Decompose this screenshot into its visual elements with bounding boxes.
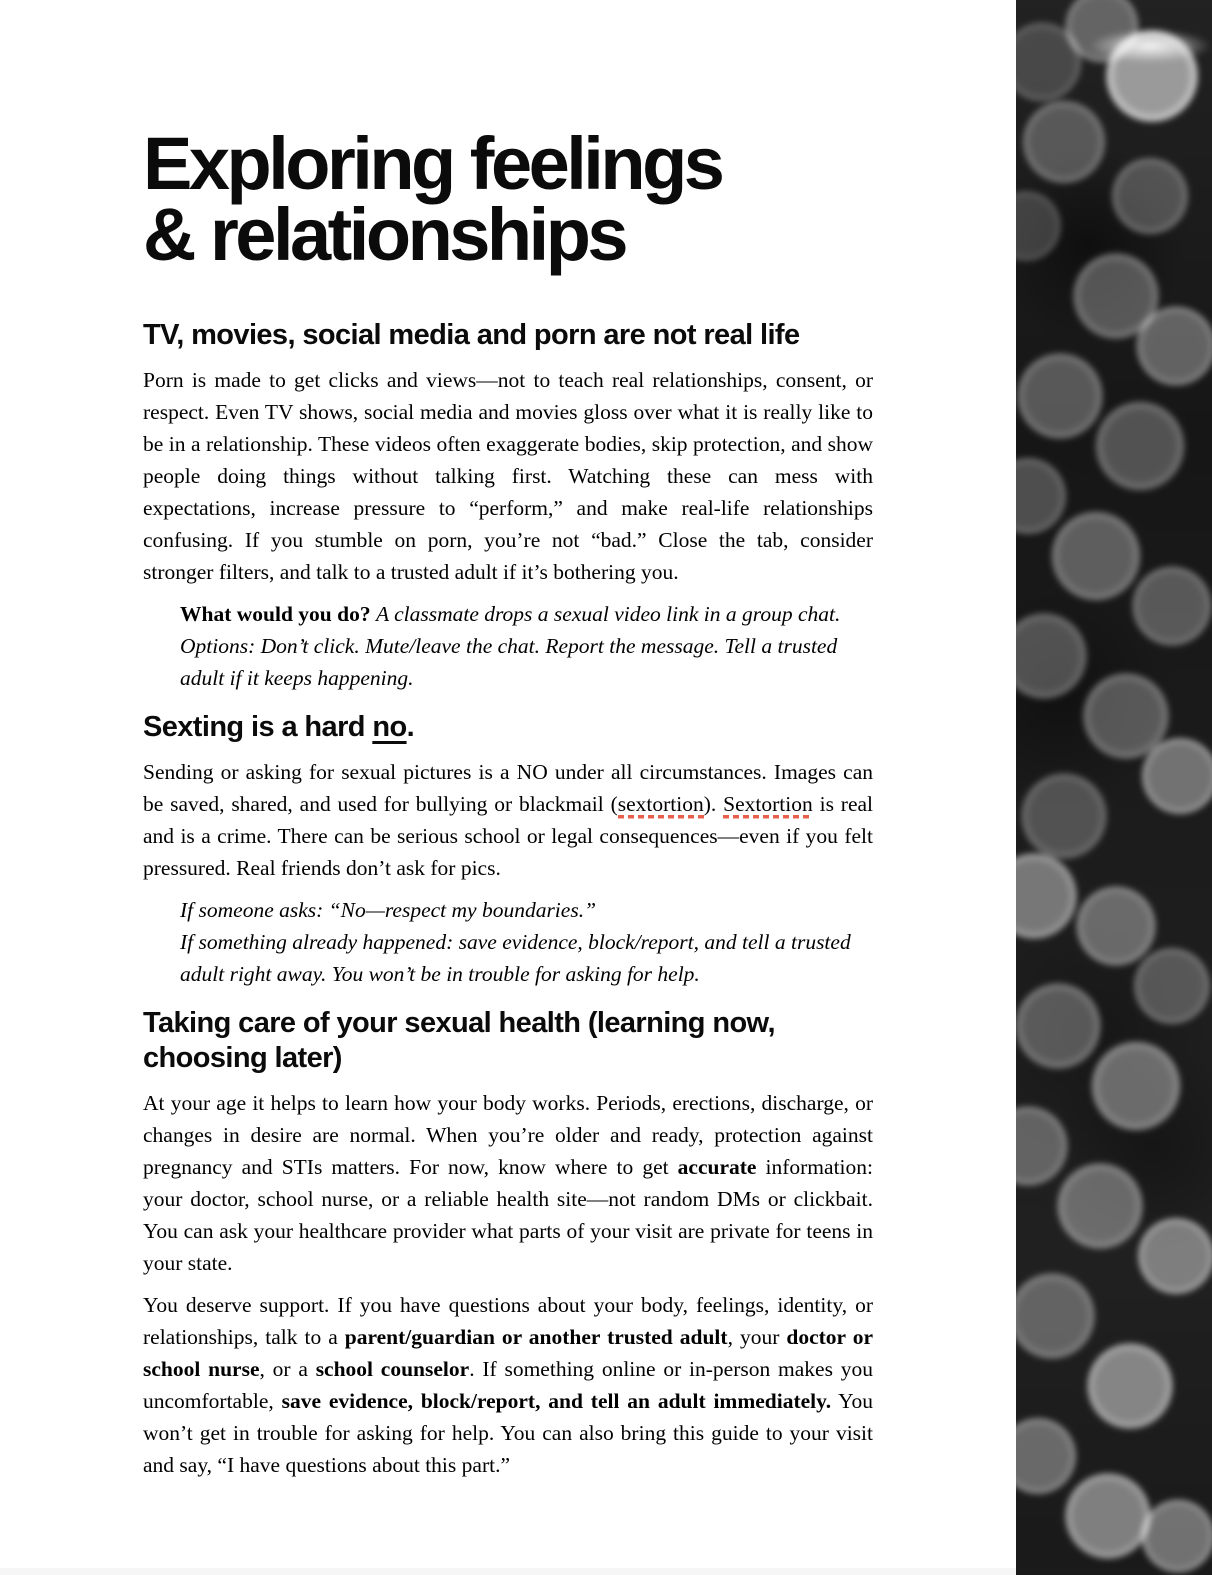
page-bottom-edge xyxy=(0,1568,1016,1575)
section-sexting xyxy=(143,710,873,990)
scenario-if-happened: If something already happened: save evidence, block/report, and tell a trusted adult right away. You won’t be in trouble for asking for help. xyxy=(180,930,851,986)
scenario-if-asked: If someone asks: “No—respect my boundaries.” xyxy=(180,898,597,922)
section-media-not-real-life xyxy=(143,318,873,694)
paragraph-media: Porn is made to get clicks and views—not to teach real relationships, consent, or respect. Even TV shows, social media and movies gloss over what it is really like to be in a relationship. These videos often exaggerate bodies, skip protection, and show people doing things without talking first. Watching these can mess with expectations, increase pressure to “perform,” and make real-life relationships confusing. If you stumble on porn, you’re not “bad.” Close the tab, consider stronger filters, and talk to a trusted adult if it’s bothering you. xyxy=(143,368,873,584)
paragraph-support: You deserve support. If you have questions about your body, feelings, identity, or relationships, talk to a parent/guardian or another trusted adult, your doctor or school nurse, or a school counselor. If something online or in-person makes you uncomfortable, save evidence, block/report, and tell an adult immediately. You won’t get in trouble for asking for help. You can also bring this guide to your visit and say, “I have questions about this part.” xyxy=(143,1293,873,1477)
page-title-line-2: & relationships xyxy=(143,193,626,276)
page-title xyxy=(143,122,873,276)
scenario-block-boundaries xyxy=(180,894,873,990)
bokeh-photo xyxy=(1016,0,1212,1575)
section-sexual-health xyxy=(143,1006,873,1481)
page-title-line-1: Exploring feelings xyxy=(143,122,722,205)
scenario-options: Options: Don’t click. Mute/leave the chat. Report the message. Tell a trusted adult if it keeps happening. xyxy=(180,634,838,690)
scenario-question: What would you do? A classmate drops a sexual video link in a group chat. xyxy=(180,602,841,626)
scenario-block-group-chat xyxy=(180,598,873,694)
content-column xyxy=(143,0,873,1491)
section-heading-media: TV, movies, social media and porn are not real life xyxy=(143,319,800,351)
section-heading-sexual-health: Taking care of your sexual health (learning now, choosing later) xyxy=(143,1007,775,1074)
paragraph-sexual-health: At your age it helps to learn how your body works. Periods, erections, discharge, or changes in desire are normal. When you’re older and ready, protection against pregnancy and STIs matters. For now, know where to get accurate information: your doctor, school nurse, or a reliable health site—not random DMs or clickbait. You can ask your healthcare provider what parts of your visit are private for teens in your state. xyxy=(143,1091,873,1275)
section-heading-sexting: Sexting is a hard no. xyxy=(143,711,415,743)
paragraph-sexting: Sending or asking for sexual pictures is a NO under all circumstances. Images can be saved, shared, and used for bullying or blackmail (sextortion). Sextortion is real and is a crime. There can be serious school or legal consequences—even if you felt pressured. Real friends don’t ask for pics. xyxy=(143,760,874,880)
